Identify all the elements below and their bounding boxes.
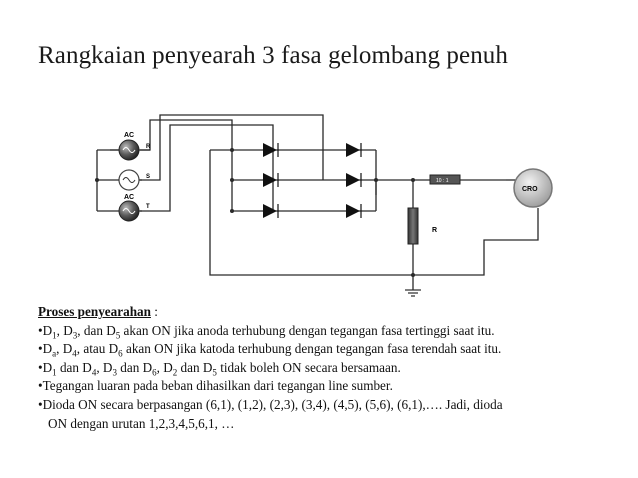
resistor-label: R <box>432 227 438 234</box>
phase-label-s: S <box>146 174 151 180</box>
slide-title: Rangkaian penyearah 3 fasa gelombang penuh <box>38 42 508 69</box>
source-label-r: AC <box>124 132 135 139</box>
ac-source-r <box>119 140 139 160</box>
process-heading: Proses penyearahan <box>38 304 151 319</box>
ground-icon <box>405 290 421 296</box>
bullet-2: $•D_a$, $D_4$, atau $D_6$ akan ON jika katoda terhubung dengan tegangan fasa terendah saat itu. <box>38 341 502 359</box>
cro-label: CRO <box>522 186 538 193</box>
bullet-4: •Tegangan luaran pada beban dihasilkan dari tegangan line sumber. <box>38 378 393 394</box>
phase-label-t: T <box>146 204 150 210</box>
source-label-t: AC <box>124 194 135 201</box>
circuit-wires <box>97 115 538 290</box>
bullet-1: $•D_1$, $D_3$, dan $D_5$ akan ON jika anoda terhubung dengan tegangan fasa tertinggi saat itu. <box>38 322 495 341</box>
diode-d4 <box>263 204 278 218</box>
diode-d5 <box>346 173 361 187</box>
bullet-5: •Dioda ON secara berpasangan (6,1), (1,2), (2,3), (3,4), (4,5), (5,6), (6,1),…. Jadi, dioda <box>38 396 503 412</box>
bullet-5-continuation: ON dengan urutan 1,2,3,4,5,6,1, … <box>48 415 235 431</box>
diode-d2 <box>346 204 361 218</box>
ac-source-s <box>119 170 139 190</box>
phase-label-r: R <box>146 144 151 150</box>
diode-d6 <box>263 173 278 187</box>
bullet-3: $•D_1$ dan $D_4$, $D_3$ dan $D_6$, $D_2$ dan $D_5$ tidak boleh ON secara bersamaan. <box>38 359 401 378</box>
diode-d1 <box>263 143 278 157</box>
diode-d3 <box>346 143 361 157</box>
process-heading-line: Proses penyearahan : <box>38 304 158 319</box>
explanation-text <box>38 303 628 433</box>
probe-label: 10 : 1 <box>436 178 449 184</box>
load-resistor <box>408 208 418 244</box>
ac-source-t <box>119 201 139 221</box>
